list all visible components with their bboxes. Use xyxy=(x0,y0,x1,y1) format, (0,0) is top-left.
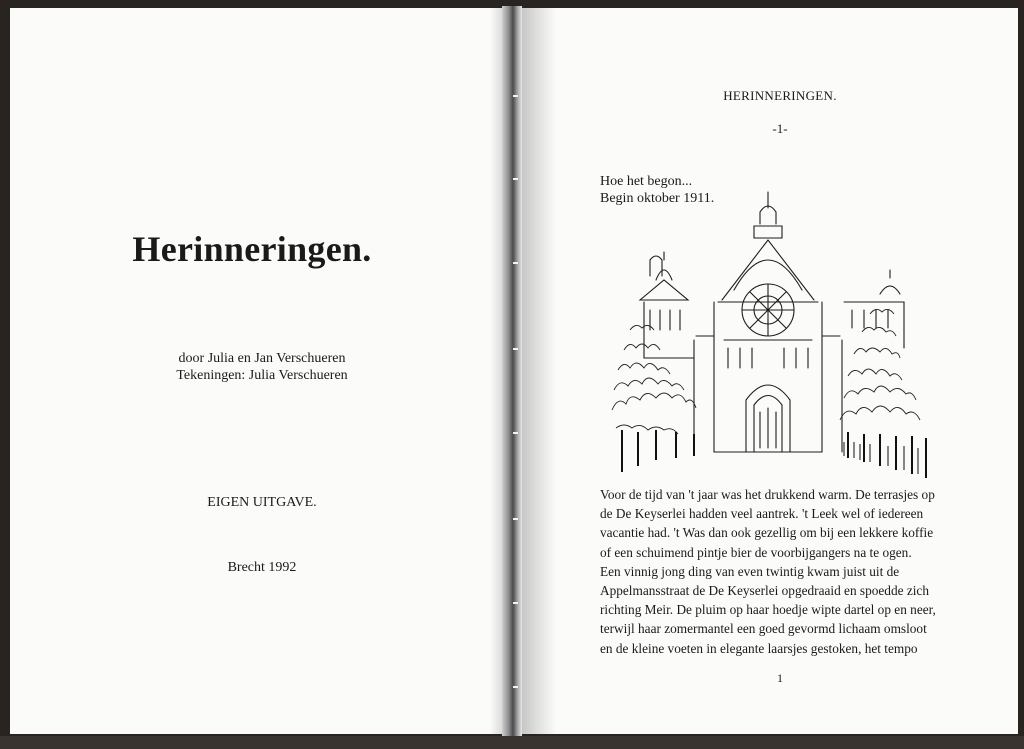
place-year: Brecht 1992 xyxy=(227,560,297,575)
body-line: richting Meir. De pluim op haar hoedje wipte dartel op en neer, xyxy=(600,602,936,618)
body-line: en de kleine voeten in elegante laarsjes gestoken, het tempo xyxy=(600,640,918,656)
book-title: Herinneringen. xyxy=(132,229,372,269)
body-line: de De Keyserlei hadden veel aantrek. 't Leek wel of iedereen xyxy=(600,506,924,522)
gutter-shadow xyxy=(520,8,556,734)
spine-stitch xyxy=(513,178,518,180)
illustrations-line: Tekeningen: Julia Verschueren xyxy=(176,368,348,383)
body-line: Appelmansstraat de De Keyserlei opgedraaid en spoedde zich xyxy=(600,583,929,599)
running-header: HERINNERINGEN. xyxy=(723,88,837,103)
page-number: 1 xyxy=(777,671,783,685)
intro-line-1: Hoe het begon... xyxy=(600,174,693,189)
spine-stitch xyxy=(513,686,518,688)
body-line: vacantie had. 't Was dan ook gezellig om bij een lekkere koffie xyxy=(600,525,934,541)
scan-edge xyxy=(0,736,1024,749)
body-line: Een vinnig jong ding van even twintig kwam juist uit de xyxy=(600,563,900,579)
body-line: of een schuimend pintje bier de voorbijgangers na te ogen. xyxy=(600,544,912,560)
synagogue-illustration xyxy=(604,190,944,480)
body-line: Voor de tijd van 't jaar was het drukkend warm. De terrasjes op xyxy=(600,487,935,502)
spine-stitch xyxy=(513,518,518,520)
spine-stitch xyxy=(513,262,518,264)
intro-line-2: Begin oktober 1911. xyxy=(600,191,715,206)
credits xyxy=(0,350,524,384)
body-line: terwijl haar zomermantel een goed gevormd lichaam omsloot xyxy=(600,621,927,637)
spine-stitch xyxy=(513,602,518,604)
page-marker: -1- xyxy=(772,121,788,136)
authors-line: door Julia en Jan Verschueren xyxy=(178,351,346,366)
body-text xyxy=(600,485,958,658)
publisher: EIGEN UITGAVE. xyxy=(207,495,317,510)
spine-stitch xyxy=(513,432,518,434)
spine-stitch xyxy=(513,95,518,97)
